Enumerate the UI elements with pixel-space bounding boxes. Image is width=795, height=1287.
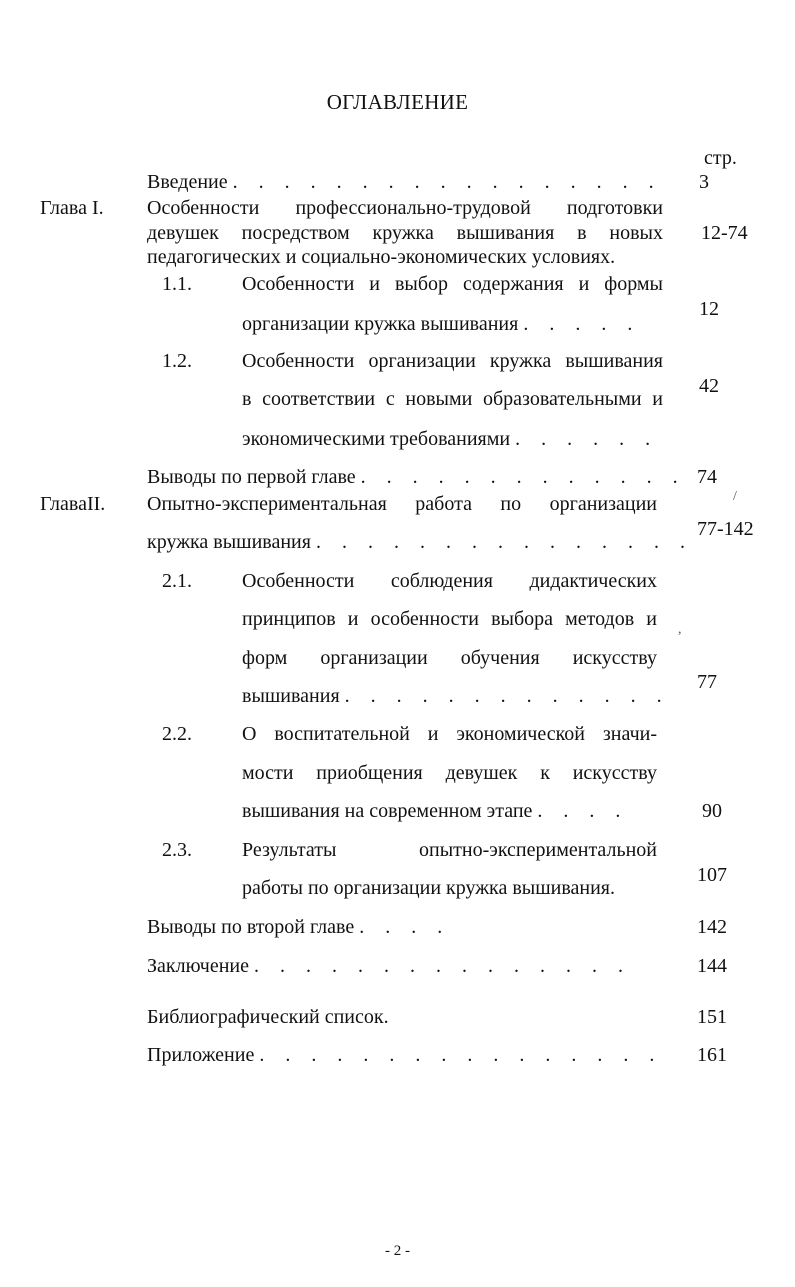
section-title-line: О воспитательной и экономической значи- bbox=[242, 723, 657, 745]
toc-page-number: 90 bbox=[702, 800, 722, 822]
section-number: 2.2. bbox=[162, 723, 192, 745]
toc-leader-dots: . . . . . . bbox=[515, 428, 659, 450]
toc-page-number: 74 bbox=[697, 466, 717, 488]
toc-entry-label: Выводы по второй главе bbox=[147, 916, 355, 938]
section-title-line bbox=[242, 427, 658, 451]
section-title-line: принципов и особенности выбора методов и bbox=[242, 608, 657, 630]
section-title-text: экономическими требованиями bbox=[242, 428, 511, 450]
toc-entry-bibliography: Библиографический список. bbox=[147, 1006, 389, 1028]
section-title-text: вышивания на современном этапе bbox=[242, 800, 533, 822]
toc-leader-dots: . . . . . . . . . . . . . . . . bbox=[259, 1044, 663, 1066]
page-column-header: стр. bbox=[704, 147, 737, 169]
toc-page-number: 3 bbox=[699, 171, 709, 193]
toc-page-number: 77 bbox=[697, 671, 717, 693]
toc-page-number: 142 bbox=[697, 916, 727, 938]
section-title-line: в соответствии с новыми образовательными и bbox=[242, 388, 663, 410]
toc-page-number: 161 bbox=[697, 1044, 727, 1066]
chapter-label: ГлаваII. bbox=[40, 493, 106, 515]
section-number: 1.2. bbox=[162, 350, 192, 372]
page-title: ОГЛАВЛЕНИЕ bbox=[326, 90, 469, 114]
section-number: 2.1. bbox=[162, 570, 192, 592]
toc-page-number: 144 bbox=[697, 955, 727, 977]
toc-leader-dots: . . . . . . . . . . . . . . . bbox=[254, 955, 631, 977]
chapter-title-line: Особенности профессионально-трудовой подготовки bbox=[147, 197, 663, 219]
scan-mark: , bbox=[678, 622, 682, 637]
toc-entry-conclusion-1 bbox=[147, 465, 686, 489]
section-title-line: мости приобщения девушек к искусству bbox=[242, 762, 657, 784]
toc-page-number: 42 bbox=[699, 375, 719, 397]
section-title-text: организации кружка вышивания bbox=[242, 313, 519, 335]
toc-page-number: 12-74 bbox=[701, 222, 748, 244]
section-title-line: Особенности организации кружка вышивания bbox=[242, 350, 663, 372]
toc-entry-label: Заключение bbox=[147, 955, 249, 977]
section-title-line: Особенности и выбор содержания и формы bbox=[242, 273, 663, 295]
chapter-label: Глава I. bbox=[40, 197, 104, 219]
toc-leader-dots: . . . . bbox=[359, 916, 451, 938]
section-title-line bbox=[242, 684, 670, 708]
toc-leader-dots: . . . . . . . . . . . . . bbox=[344, 685, 670, 707]
section-title-line: форм организации обучения искусству bbox=[242, 647, 657, 669]
section-title-text: вышивания bbox=[242, 685, 340, 707]
section-title-line: Результаты опытно-экспериментальной bbox=[242, 839, 657, 861]
section-title-line: работы по организации кружка вышивания. bbox=[242, 877, 615, 899]
toc-leader-dots: . . . . . . . . . . . . . bbox=[360, 466, 686, 488]
toc-leader-dots: . . . . bbox=[537, 800, 629, 822]
toc-entry-label: Приложение bbox=[147, 1044, 255, 1066]
page-number-footer: - 2 - bbox=[385, 1243, 410, 1259]
toc-page-number: 12 bbox=[699, 298, 719, 320]
section-number: 1.1. bbox=[162, 273, 192, 295]
toc-leader-dots: . . . . . . . . . . . . . . . . . bbox=[232, 171, 662, 193]
toc-entry-conclusion-2 bbox=[147, 915, 450, 939]
toc-entry-final bbox=[147, 954, 631, 978]
toc-leader-dots: . . . . . bbox=[523, 313, 641, 335]
section-title-line bbox=[242, 799, 628, 823]
chapter-title-text: кружка вышивания bbox=[147, 531, 311, 553]
toc-entry-appendix bbox=[147, 1043, 662, 1067]
section-title-line: Особенности соблюдения дидактических bbox=[242, 570, 657, 592]
toc-entry-intro bbox=[147, 170, 662, 194]
chapter-title-line bbox=[147, 530, 693, 554]
toc-page-number: 107 bbox=[697, 864, 727, 886]
toc-page-number: 151 bbox=[697, 1006, 727, 1028]
toc-page-number: 77-142 bbox=[697, 518, 754, 540]
toc-entry-label: Выводы по первой главе bbox=[147, 466, 356, 488]
chapter-title-line: Опытно-экспериментальная работа по организации bbox=[147, 493, 657, 515]
chapter-title-line: девушек посредством кружка вышивания в новых bbox=[147, 222, 663, 244]
toc-entry-label: Введение bbox=[147, 171, 228, 193]
section-title-line bbox=[242, 312, 640, 336]
scan-mark: / bbox=[733, 489, 737, 504]
toc-leader-dots: . . . . . . . . . . . . . . . bbox=[315, 531, 693, 553]
chapter-title-line: педагогических и социально-экономических условиях. bbox=[147, 246, 616, 268]
section-number: 2.3. bbox=[162, 839, 192, 861]
